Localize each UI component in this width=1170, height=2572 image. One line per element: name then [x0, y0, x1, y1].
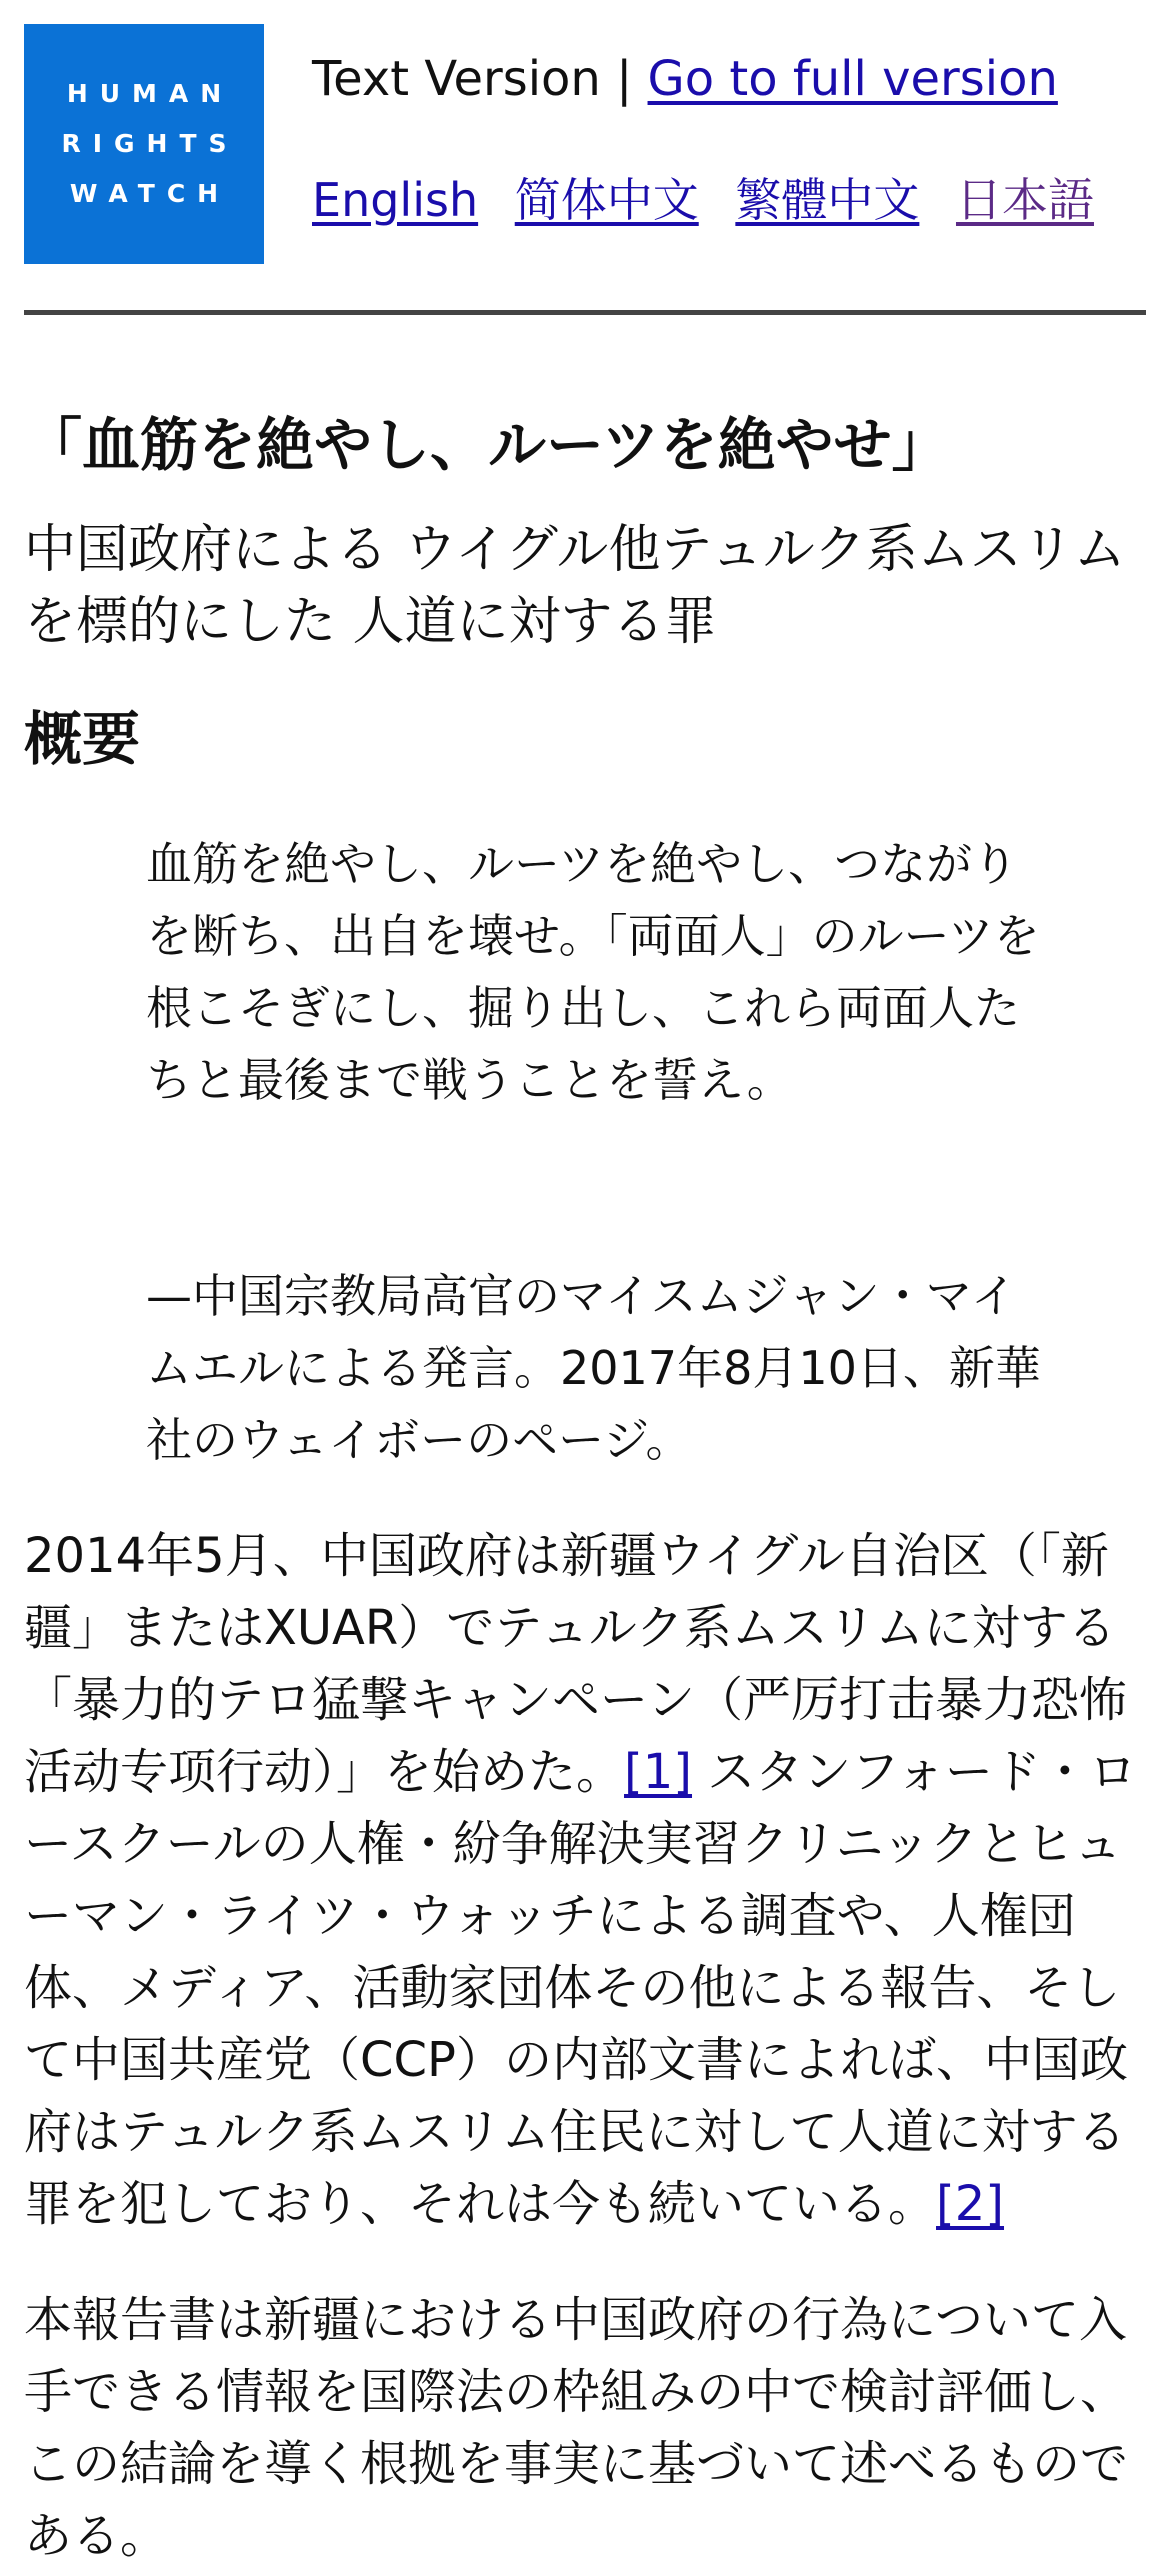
- header-divider: [24, 310, 1146, 315]
- language-link-english[interactable]: English: [312, 173, 479, 227]
- opening-quote: [146, 828, 1046, 1476]
- article-subtitle: 中国政府による ウイグル他テュルク系ムスリムを標的にした 人道に対する罪: [24, 520, 1126, 652]
- language-link-traditional-chinese[interactable]: 繁體中文: [735, 173, 920, 227]
- logo-text-line: HUMAN: [66, 79, 234, 108]
- logo-text-line: RIGHTS: [61, 129, 239, 158]
- section-heading-summary: 概要: [24, 705, 141, 773]
- version-row: [312, 50, 1058, 108]
- paragraph-text: 2014年5月、中国政府は新疆ウイグル自治区（「新疆」またはXUAR）でテュルク系ムスリムに対する「暴力的テロ猛撃キャンペーン（严厉打击暴力恐怖活动专项行动）」を始めた。: [24, 1528, 1128, 1800]
- article-content: [24, 360, 1146, 2572]
- quote-text: 血筋を絶やし、ルーツを絶やし、つながりを断ち、出自を壊せ。「両面人」のルーツを根こそぎにし、掘り出し、これら両面人たちと最後まで戦うことを誓え。: [146, 837, 1040, 1107]
- body-paragraph-1: [24, 1520, 1146, 2240]
- article-title: 「血筋を絶やし、ルーツを絶やせ」: [24, 411, 950, 479]
- hrw-logo[interactable]: [24, 24, 264, 264]
- page-header: [24, 24, 1146, 264]
- paragraph-text: スタンフォード・ロースクールの人権・紛争解決実習クリニックとヒューマン・ライツ・ウォッチによる調査や、人権団体、メディア、活動家団体その他による報告、そして中国共産党（CCP）の内部文書によれば、中国政府はテュルク系ムスリム住民に対して人道に対する罪を犯しており、それは今も続いている。: [24, 1744, 1137, 2232]
- footnote-link-2[interactable]: [2]: [936, 2176, 1005, 2232]
- language-link-simplified-chinese[interactable]: 简体中文: [514, 173, 699, 227]
- full-version-link[interactable]: Go to full version: [647, 51, 1058, 107]
- language-switcher: [312, 172, 1116, 228]
- logo-text-line: WATCH: [69, 179, 231, 208]
- body-paragraph-2: 本報告書は新疆における中国政府の行為について入手できる情報を国際法の枠組みの中で検討評価し、この結論を導く根拠を事実に基づいて述べるものである。: [24, 2292, 1129, 2564]
- quote-attribution: —中国宗教局高官のマイスムジャン・マイムエルによる発言。2017年8月10日、新華社のウェイボーのページ。: [146, 1269, 1041, 1467]
- footnote-link-1[interactable]: [1]: [624, 1744, 693, 1800]
- text-version-label: Text Version |: [312, 51, 633, 107]
- language-link-japanese[interactable]: 日本語: [955, 173, 1094, 227]
